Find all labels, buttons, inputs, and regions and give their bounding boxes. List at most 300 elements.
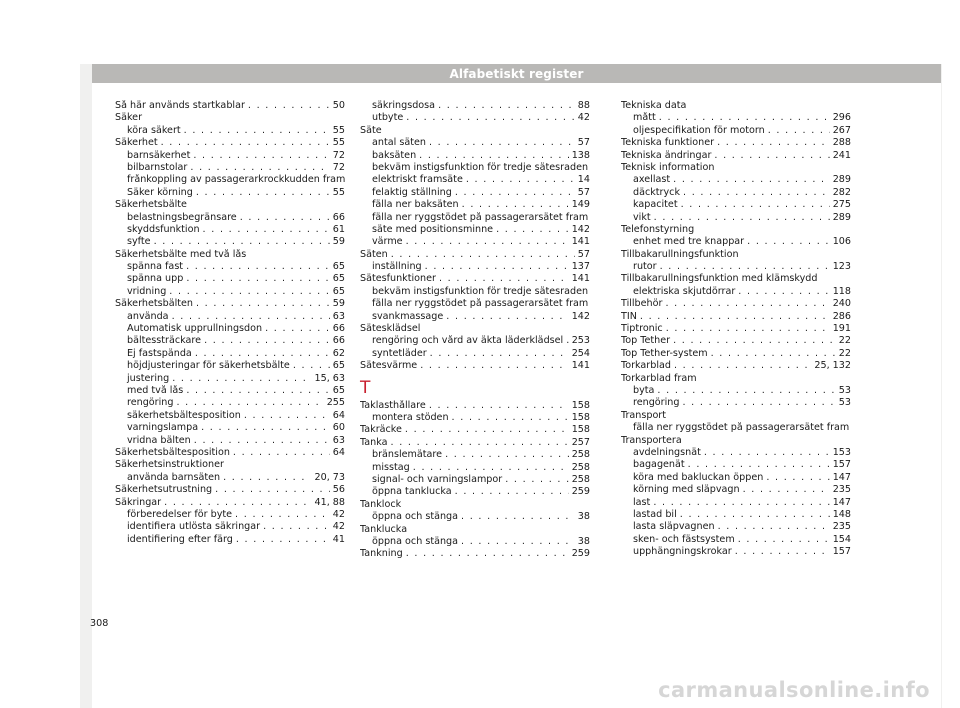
entry-page-ref: 56: [332, 484, 345, 496]
index-subentry: [115, 385, 345, 397]
entry-label: byta: [633, 384, 655, 396]
index-subentry: [115, 236, 345, 248]
dot-leader: [461, 536, 575, 548]
dot-leader: [452, 412, 569, 424]
entry-label: identifiering efter färg: [127, 533, 233, 545]
index-subentry: [115, 273, 345, 285]
entry-page-ref: 42: [332, 521, 345, 533]
entry-label: Tekniska funktioner: [621, 137, 715, 149]
entry-page-ref: 65: [332, 273, 345, 285]
entry-page-ref: 41, 88: [314, 496, 345, 508]
entry-page-ref: 253: [571, 335, 590, 347]
entry-label: fälla ner ryggstödet på passagerarsätet fram: [372, 298, 589, 310]
index-subentry: [115, 187, 345, 199]
entry-label: Tillbakarullningsfunktion: [621, 248, 739, 260]
entry-label: varningslampa: [127, 422, 199, 434]
entry-label: Tanklucka: [360, 523, 408, 535]
entry-label: Tekniska data: [621, 100, 687, 111]
dot-leader: [419, 150, 569, 162]
entry-label: Ej fastspända: [127, 347, 192, 359]
entry-page-ref: 157: [832, 546, 851, 558]
entry-label: Sätesklädsel: [360, 323, 421, 335]
dot-leader: [186, 273, 329, 285]
index-subentry: [115, 360, 345, 372]
index-subentry: [621, 187, 851, 199]
entry-label: upphängningskrokar: [633, 546, 732, 558]
index-entry: [621, 373, 851, 385]
entry-label: enhet med tre knappar: [633, 236, 745, 248]
dot-leader: [391, 249, 575, 261]
entry-label: förberedelser för byte: [127, 508, 233, 520]
entry-label: kapacitet: [633, 199, 678, 211]
index-subentry: [360, 199, 590, 211]
entry-label: Torkarblad fram: [621, 372, 697, 384]
entry-label: öppna och stänga: [372, 535, 459, 547]
entry-page-ref: 55: [332, 186, 345, 198]
entry-page-ref: 142: [571, 310, 590, 322]
dot-leader: [203, 224, 330, 236]
index-subentry: [360, 137, 590, 149]
index-entry: [621, 224, 851, 236]
entry-label: misstag: [372, 461, 410, 473]
entry-label: med två lås: [127, 384, 184, 396]
dot-leader: [429, 137, 575, 149]
section-letter: T: [360, 377, 371, 398]
index-entry: [621, 150, 851, 162]
entry-page-ref: 20, 73: [314, 471, 345, 483]
entry-label: Tanka: [360, 436, 388, 448]
index-subentry: [115, 410, 345, 422]
entry-label: bagagenät: [633, 459, 685, 471]
index-entry: [115, 137, 345, 149]
entry-label: oljespecifikation för motorn: [633, 124, 765, 136]
index-entry: [621, 100, 851, 112]
entry-page-ref: 72: [332, 161, 345, 173]
index-entry: [115, 298, 345, 310]
dot-leader: [195, 348, 330, 360]
entry-label: värme: [372, 236, 403, 248]
dot-leader: [657, 385, 835, 397]
dot-leader: [172, 311, 330, 323]
entry-page-ref: 88: [577, 100, 590, 111]
entry-label: montera stöden: [372, 411, 449, 423]
index-subentry: [115, 286, 345, 298]
entry-page-ref: 41: [332, 533, 345, 545]
index-entry: [360, 125, 590, 137]
dot-leader: [186, 261, 330, 273]
entry-label: vikt: [633, 211, 651, 223]
dot-leader: [735, 546, 830, 558]
entry-label: däcktryck: [633, 186, 681, 198]
index-entry: [115, 199, 345, 211]
dot-leader: [466, 174, 575, 186]
dot-leader: [215, 484, 330, 496]
index-column-1: [115, 100, 345, 546]
entry-page-ref: 148: [832, 508, 851, 520]
dot-leader: [747, 236, 830, 248]
entry-page-ref: 72: [332, 149, 345, 161]
index-subentry: [360, 212, 590, 224]
site-watermark: carmanualsonline.info: [658, 678, 930, 702]
index-subentry: [360, 511, 590, 523]
dot-leader: [714, 150, 829, 162]
dot-leader: [430, 348, 569, 360]
dot-leader: [445, 449, 569, 461]
dot-leader: [263, 521, 330, 533]
index-entry: [360, 437, 590, 449]
entry-label: Säkringar: [115, 496, 162, 508]
index-subentry: [360, 286, 590, 298]
index-subentry: [115, 348, 345, 360]
entry-page-ref: 25, 132: [814, 360, 851, 372]
index-entry: [360, 249, 590, 261]
dot-leader: [196, 298, 330, 310]
dot-leader: [455, 187, 575, 199]
index-subentry: [115, 521, 345, 533]
entry-page-ref: 289: [832, 211, 851, 223]
entry-label: skyddsfunktion: [127, 223, 200, 235]
dot-leader: [176, 397, 323, 409]
index-entry: [360, 524, 590, 536]
entry-label: svankmassage: [372, 310, 444, 322]
entry-page-ref: 60: [332, 422, 345, 434]
entry-page-ref: 147: [832, 496, 851, 508]
index-entry: [360, 548, 590, 560]
index-subentry: [115, 125, 345, 137]
entry-page-ref: 42: [577, 112, 590, 124]
index-subentry: [360, 174, 590, 186]
dot-leader: [235, 509, 330, 521]
dot-leader: [391, 437, 569, 449]
entry-label: identifiera utlösta säkringar: [127, 521, 261, 533]
entry-page-ref: 123: [832, 261, 851, 273]
entry-label: justering: [127, 372, 170, 384]
entry-label: elektriskt framsäte: [372, 174, 463, 186]
dot-leader: [164, 497, 311, 509]
entry-page-ref: 42: [332, 508, 345, 520]
index-entry: [360, 424, 590, 436]
entry-label: Tanklock: [360, 498, 402, 510]
dot-leader: [674, 360, 811, 372]
entry-label: Sätesvärme: [360, 360, 418, 372]
index-entry: [115, 112, 345, 124]
dot-leader: [413, 462, 569, 474]
index-entry: [621, 273, 851, 285]
index-entry: [621, 311, 851, 323]
entry-page-ref: 158: [571, 399, 590, 411]
dot-leader: [248, 100, 330, 112]
entry-page-ref: 63: [332, 310, 345, 322]
index-subentry: [621, 459, 851, 471]
dot-leader: [236, 534, 330, 546]
index-subentry: [621, 546, 851, 558]
index-subentry: [621, 497, 851, 509]
entry-page-ref: 53: [838, 384, 851, 396]
index-subentry: [115, 435, 345, 447]
entry-page-ref: 118: [832, 285, 851, 297]
dot-leader: [194, 435, 330, 447]
dot-leader: [429, 400, 569, 412]
dot-leader: [438, 100, 575, 112]
entry-page-ref: 62: [332, 347, 345, 359]
entry-page-ref: 38: [577, 535, 590, 547]
index-subentry: [115, 397, 345, 409]
index-subentry: [115, 212, 345, 224]
index-subentry: [115, 323, 345, 335]
entry-label: Säkerhetsbälte med två lås: [115, 248, 247, 260]
entry-label: inställning: [372, 261, 422, 273]
entry-label: spänna fast: [127, 261, 184, 273]
entry-label: Telefonstyrning: [621, 223, 695, 235]
entry-label: belastningsbegränsare: [127, 211, 237, 223]
index-subentry: [621, 236, 851, 248]
entry-page-ref: 259: [571, 548, 590, 560]
dot-leader: [738, 286, 829, 298]
index-subentry: [360, 236, 590, 248]
entry-label: Säker körning: [127, 186, 193, 198]
entry-page-ref: 50: [332, 100, 345, 111]
entry-label: Säkerhetsinstruktioner: [115, 459, 224, 471]
entry-label: syfte: [127, 236, 151, 248]
index-subentry: [360, 224, 590, 236]
dot-leader: [446, 311, 568, 323]
dot-leader: [186, 385, 329, 397]
index-subentry: [360, 187, 590, 199]
entry-page-ref: 53: [838, 397, 851, 409]
entry-page-ref: 258: [571, 449, 590, 461]
dot-leader: [743, 484, 830, 496]
entry-page-ref: 64: [332, 446, 345, 458]
index-subentry: [115, 509, 345, 521]
index-entry: [360, 360, 590, 372]
entry-label: Tekniska ändringar: [621, 149, 712, 161]
entry-label: Torkarblad: [621, 360, 671, 372]
dot-leader: [461, 511, 575, 523]
entry-page-ref: 137: [571, 261, 590, 273]
index-subentry: [360, 412, 590, 424]
entry-page-ref: 191: [832, 323, 851, 335]
dot-leader: [659, 112, 830, 124]
entry-label: Säkerhet: [115, 137, 158, 149]
index-subentry: [360, 162, 590, 174]
entry-page-ref: 55: [332, 137, 345, 149]
index-entry: [360, 273, 590, 285]
index-subentry: [115, 311, 345, 323]
entry-page-ref: 282: [832, 186, 851, 198]
entry-page-ref: 259: [571, 486, 590, 498]
dot-leader: [240, 212, 330, 224]
index-subentry: [360, 298, 590, 310]
entry-label: rengöring och vård av äkta läderklädsel: [372, 335, 564, 347]
dot-leader: [566, 335, 568, 347]
entry-label: spänna upp: [127, 273, 184, 285]
index-subentry: [621, 509, 851, 521]
dot-leader: [766, 472, 829, 484]
entry-label: fälla ner ryggstödet på passagerarsätet fram: [633, 422, 850, 434]
page-title: Alfabetiskt register: [449, 66, 584, 81]
dot-leader: [244, 410, 330, 422]
index-subentry: [360, 311, 590, 323]
dot-leader: [406, 236, 569, 248]
index-subentry: [621, 521, 851, 533]
entry-label: säkerhetsbältesposition: [127, 409, 241, 421]
index-entry: [115, 459, 345, 471]
dot-leader: [184, 125, 330, 137]
dot-leader: [768, 125, 830, 137]
entry-page-ref: 64: [332, 409, 345, 421]
index-entry: [115, 497, 345, 509]
dot-leader: [462, 199, 569, 211]
entry-page-ref: 235: [832, 484, 851, 496]
index-entry: [621, 162, 851, 174]
entry-label: Säkerhetsbältesposition: [115, 446, 230, 458]
entry-label: Säte: [360, 124, 382, 136]
dot-leader: [673, 174, 830, 186]
entry-label: fälla ner baksäten: [372, 199, 459, 211]
dot-leader: [711, 348, 836, 360]
dot-leader: [653, 497, 829, 509]
index-subentry: [621, 112, 851, 124]
index-subentry: [360, 348, 590, 360]
entry-label: bekväm instigsfunktion för tredje sätesraden: [372, 161, 589, 173]
index-subentry: [621, 397, 851, 409]
index-subentry: [115, 224, 345, 236]
index-column-2: [360, 100, 590, 561]
entry-page-ref: 65: [332, 360, 345, 372]
entry-page-ref: 65: [332, 384, 345, 396]
entry-label: lasta släpvagnen: [633, 521, 715, 533]
entry-label: Sätesfunktioner: [360, 273, 436, 285]
index-subentry: [621, 534, 851, 546]
entry-label: rengöring: [633, 397, 680, 409]
index-entry: [360, 323, 590, 335]
entry-label: säte med positionsminne: [372, 223, 494, 235]
index-subentry: [115, 534, 345, 546]
entry-page-ref: 153: [832, 446, 851, 458]
index-entry: [621, 360, 851, 372]
entry-label: bekväm instigsfunktion för tredje sätesraden: [372, 285, 589, 297]
entry-label: Säkerhetsbälte: [115, 199, 187, 211]
entry-page-ref: 61: [332, 223, 345, 235]
entry-label: vridna bälten: [127, 434, 191, 446]
index-subentry: [621, 484, 851, 496]
dot-leader: [665, 298, 829, 310]
index-column-3: [621, 100, 851, 558]
entry-label: bränslemätare: [372, 449, 443, 461]
entry-label: Säkerhetsbälten: [115, 298, 193, 310]
entry-page-ref: 296: [832, 112, 851, 124]
entry-label: Tillbakarullningsfunktion med klämskydd: [621, 273, 818, 285]
index-subentry: [621, 212, 851, 224]
dot-leader: [265, 323, 330, 335]
entry-label: Taklasthållare: [360, 399, 426, 411]
dot-leader: [640, 311, 830, 323]
index-subentry: [621, 199, 851, 211]
dot-leader: [190, 162, 329, 174]
index-entry: [115, 100, 345, 112]
entry-page-ref: 138: [571, 149, 590, 161]
index-subentry: [360, 474, 590, 486]
entry-page-ref: 65: [332, 261, 345, 273]
entry-page-ref: 241: [832, 149, 851, 161]
entry-label: axellast: [633, 174, 671, 186]
entry-page-ref: 57: [577, 248, 590, 260]
dot-leader: [654, 212, 830, 224]
index-entry: [115, 484, 345, 496]
entry-label: Säkerhetsutrustning: [115, 484, 213, 496]
index-subentry: [115, 335, 345, 347]
entry-page-ref: 142: [571, 223, 590, 235]
dot-leader: [455, 486, 569, 498]
entry-page-ref: 55: [332, 124, 345, 136]
entry-page-ref: 267: [832, 124, 851, 136]
entry-page-ref: 258: [571, 473, 590, 485]
entry-label: Top Tether: [621, 335, 671, 347]
index-subentry: [621, 174, 851, 186]
index-subentry: [360, 335, 590, 347]
entry-label: felaktig ställning: [372, 186, 452, 198]
entry-label: Transport: [621, 409, 667, 421]
dot-leader: [673, 335, 836, 347]
entry-label: säkringsdosa: [372, 100, 436, 111]
entry-label: last: [633, 496, 651, 508]
entry-label: syntetläder: [372, 347, 427, 359]
dot-leader: [682, 397, 835, 409]
entry-label: Tiptronic: [621, 323, 663, 335]
entry-label: använda barnsäten: [127, 471, 221, 483]
entry-page-ref: 59: [332, 298, 345, 310]
dot-leader: [666, 323, 830, 335]
entry-page-ref: 14: [577, 174, 590, 186]
entry-label: öppna och stänga: [372, 511, 459, 523]
entry-label: Takräcke: [360, 424, 402, 436]
dot-leader: [660, 261, 830, 273]
entry-page-ref: 141: [571, 360, 590, 372]
page-number: 308: [90, 618, 109, 629]
index-subentry: [621, 125, 851, 137]
index-subentry: [115, 422, 345, 434]
entry-label: elektriska skjutdörrar: [633, 285, 736, 297]
dot-leader: [406, 112, 575, 124]
entry-page-ref: 286: [832, 310, 851, 322]
index-subentry: [360, 261, 590, 273]
entry-label: avdelningsnät: [633, 446, 701, 458]
entry-page-ref: 158: [571, 424, 590, 436]
entry-page-ref: 158: [571, 411, 590, 423]
index-subentry: [621, 422, 851, 434]
entry-page-ref: 257: [571, 436, 590, 448]
dot-leader: [154, 236, 330, 248]
index-subentry: [115, 373, 345, 385]
dot-leader: [505, 474, 568, 486]
entry-page-ref: 141: [571, 236, 590, 248]
entry-label: baksäten: [372, 149, 417, 161]
index-entry: [621, 137, 851, 149]
entry-label: bilbarnstolar: [127, 161, 188, 173]
index-entry: [621, 298, 851, 310]
index-entry: [115, 447, 345, 459]
entry-label: barnsäkerhet: [127, 149, 191, 161]
entry-label: Transportera: [621, 434, 682, 446]
entry-page-ref: 235: [832, 521, 851, 533]
entry-label: lastad bil: [633, 508, 677, 520]
index-subentry: [115, 174, 345, 186]
entry-label: bältessträckare: [127, 335, 202, 347]
index-subentry: [115, 150, 345, 162]
dot-leader: [204, 335, 330, 347]
entry-label: rutor: [633, 261, 657, 273]
index-subentry: [360, 100, 590, 112]
